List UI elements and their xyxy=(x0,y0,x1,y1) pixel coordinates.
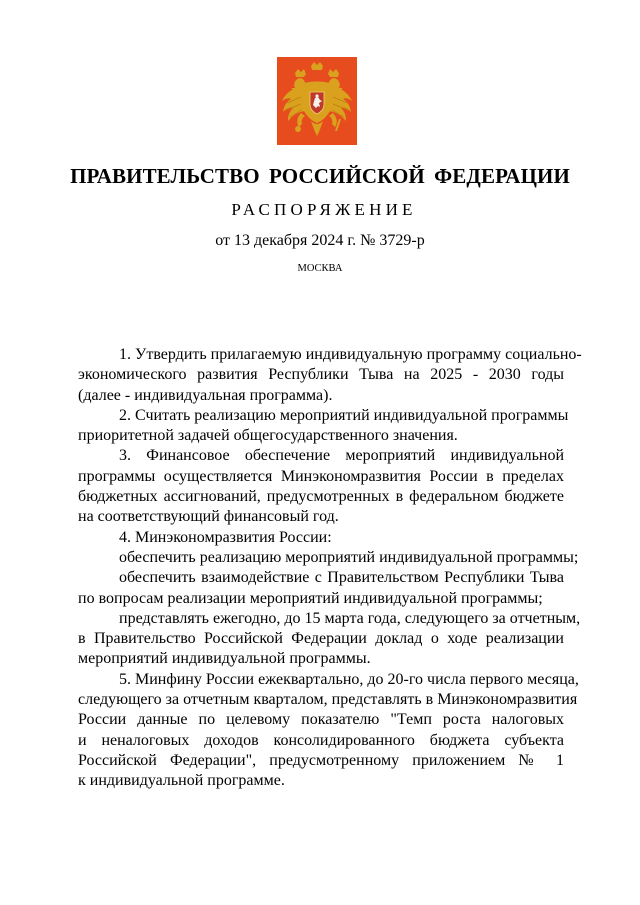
text-line: представлять ежегодно, до 15 марта года, следующего за отчетным, xyxy=(119,609,581,627)
text-line: (далее - индивидуальная программа). xyxy=(78,386,333,404)
text-line: следующего за отчетным кварталом, представлять в Минэкономразвития xyxy=(78,691,578,709)
text-line: обеспечить взаимодействие с Правительством Республики Тыва xyxy=(119,569,564,587)
text-line: мероприятий индивидуальной программы. xyxy=(78,650,371,668)
text-line: по вопросам реализации мероприятий индивидуальной программы; xyxy=(78,589,543,607)
text-line: приоритетной задачей общегосударственного значения. xyxy=(78,427,458,445)
text-line: экономического развития Республики Тыва на 2025 - 2030 годы xyxy=(78,366,564,384)
text-line: и неналоговых доходов консолидированного бюджета субъекта xyxy=(78,731,564,749)
coat-of-arms-emblem xyxy=(277,57,357,145)
document-type: РАСПОРЯЖЕНИЕ xyxy=(231,200,417,219)
document-city: МОСКВА xyxy=(297,263,343,274)
text-line: 3. Финансовое обеспечение мероприятий индивидуальной xyxy=(119,447,564,465)
text-line: России данные по целевому показателю "Темп роста налоговых xyxy=(78,711,564,729)
text-line: бюджетных ассигнований, предусмотренных в федеральном бюджете xyxy=(78,488,564,506)
text-line: к индивидуальной программе. xyxy=(78,772,285,790)
text-line: 5. Минфину России ежеквартально, до 20-го числа первого месяца, xyxy=(119,670,579,688)
document-body xyxy=(78,345,582,792)
text-line: программы осуществляется Минэкономразвития России в пределах xyxy=(78,467,564,485)
document-date-number: от 13 декабря 2024 г. № 3729-р xyxy=(215,232,425,249)
text-line: на соответствующий финансовый год. xyxy=(78,508,339,526)
government-title: ПРАВИТЕЛЬСТВО РОССИЙСКОЙ ФЕДЕРАЦИИ xyxy=(70,164,570,188)
text-line: 1. Утвердить прилагаемую индивидуальную программу социально- xyxy=(119,346,582,363)
text-line: Российской Федерации", предусмотренному приложением № 1 xyxy=(78,751,564,769)
text-line: в Правительство Российской Федерации доклад о ходе реализации xyxy=(78,630,564,648)
text-line: 4. Минэкономразвития России: xyxy=(119,528,332,546)
text-line: обеспечить реализацию мероприятий индивидуальной программы; xyxy=(119,548,579,566)
text-line: 2. Считать реализацию мероприятий индивидуальной программы xyxy=(119,406,569,424)
